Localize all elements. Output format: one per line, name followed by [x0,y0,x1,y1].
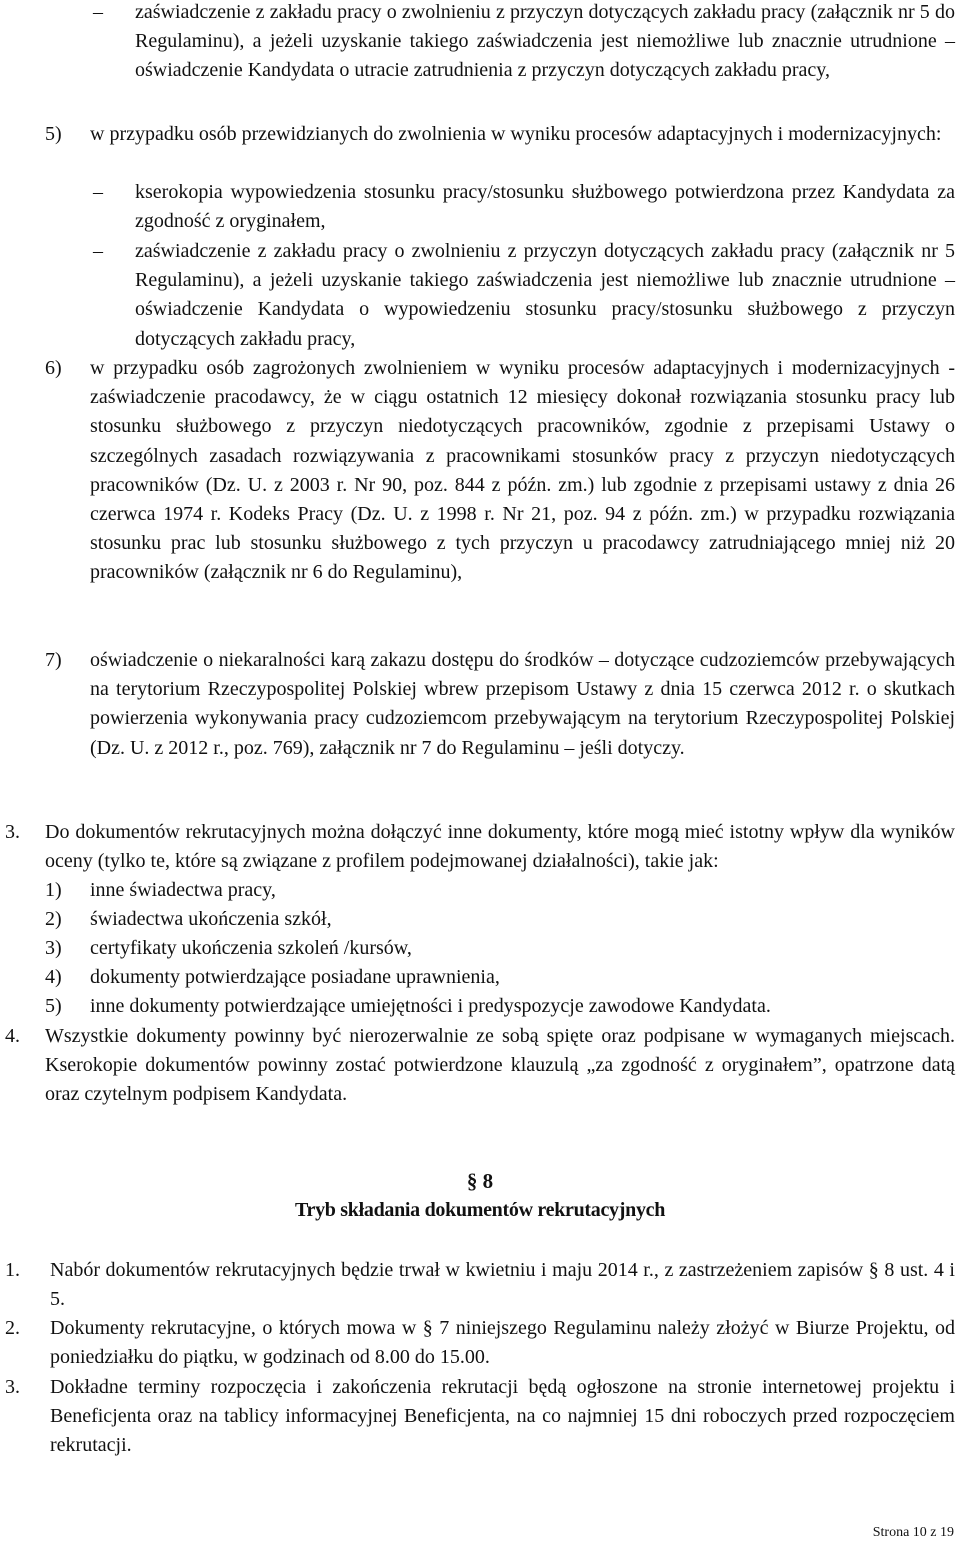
list-item: certyfikaty ukończenia szkoleń /kursów, [90,937,412,959]
page-number: Strona 10 z 19 [872,1525,954,1540]
paragraph-s8-2: Dokumenty rekrutacyjne, o których mowa w § 7 niniejszego Regulaminu należy złożyć w Biurze Projektu, od poniedziałku do piątku, w godzinach od 8.00 do 15.00. [50,1317,955,1369]
list-item: dokumenty potwierdzające posiadane uprawnienia, [90,966,500,988]
list-number-6: 6) [45,357,62,379]
list-number: 4) [45,966,62,988]
list-number: 1) [45,879,62,901]
list-number-2: 2. [5,1317,20,1339]
paragraph-dash-3: zaświadczenie z zakładu pracy o zwolnieniu z przyczyn dotyczących zakładu pracy (załącznik nr 5 Regulaminu), a jeżeli uzyskanie takiego zaświadczenia jest niemożliwe lub znacznie utrudnione – oświadczenie Kandydata o wypowiedzeniu stosunku pracy/stosunku służbowego z przyczyn dotyczących zakładu pracy, [135,240,955,350]
list-number: 5) [45,995,62,1017]
paragraph-point-3: Do dokumentów rekrutacyjnych można dołączyć inne dokumenty, które mogą mieć istotny wpływ dla wyników oceny (tylko te, które są związane z profilem podejmowanej działalności), takie jak: [45,821,955,873]
paragraph-s8-1: Nabór dokumentów rekrutacyjnych będzie trwał w kwietniu i maju 2014 r., z zastrzeżeniem zapisów § 8 ust. 4 i 5. [50,1259,955,1311]
list-number-4: 4. [5,1025,20,1047]
section-symbol: § 8 [466,1169,494,1193]
paragraph-item-5: w przypadku osób przewidzianych do zwolnienia w wyniku procesów adaptacyjnych i modernizacyjnych: [90,123,942,145]
paragraph-point-4: Wszystkie dokumenty powinny być nierozerwalnie ze sobą spięte oraz podpisane w wymaganych miejscach. Kserokopie dokumentów powinny zostać potwierdzone klauzulą „za zgodność z oryginałem”, opatrzone datą oraz czytelnym podpisem Kandydata. [45,1025,955,1106]
paragraph-item-6: w przypadku osób zagrożonych zwolnieniem w wyniku procesów adaptacyjnych i modernizacyjnych - zaświadczenie pracodawcy, że w ciągu ostatnich 12 miesięcy dokonał rozwiązania stosunku pracy lub stosunku służbowego z przyczyn niedotyczących pracowników, zgodnie z przepisami Ustawy o szczególnych zasadach rozwiązywania z pracownikami stosunków pracy z przyczyn niedotyczących pracowników (Dz. U. z 2003 r. Nr 90, poz. 844 z późn. zm.) lub zgodnie z przepisami ustawy z dnia 26 czerwca 1974 r. Kodeks Pracy (Dz. U. z 1998 r. Nr 21, poz. 94 z późn. zm.) w przypadku rozwiązania stosunku prac lub stosunku służbowego z tych przyczyn u pracodawcy zatrudniającego mniej niż 20 pracowników (załącznik nr 6 do Regulaminu), [90,357,955,584]
list-item: inne świadectwa pracy, [90,879,276,901]
list-number-1: 1. [5,1259,20,1281]
list-item: inne dokumenty potwierdzające umiejętności i predyspozycje zawodowe Kandydata. [90,995,771,1017]
list-number-3: 3. [5,821,20,843]
paragraph-dash-2: kserokopia wypowiedzenia stosunku pracy/stosunku służbowego potwierdzona przez Kandydata za zgodność z oryginałem, [135,181,955,233]
dash-bullet: – [93,1,103,23]
list-number-7: 7) [45,649,62,671]
dash-bullet: – [93,181,103,203]
list-number-3: 3. [5,1376,20,1398]
list-number-5: 5) [45,123,62,145]
section-title: Tryb składania dokumentów rekrutacyjnych [294,1199,666,1221]
list-number: 3) [45,937,62,959]
paragraph-s8-3: Dokładne terminy rozpoczęcia i zakończenia rekrutacji będą ogłoszone na stronie internetowej projektu i Beneficjenta oraz na tablicy informacyjnej Beneficjenta, na co najmniej 15 dni roboczych przed rozpoczęciem rekrutacji. [50,1376,955,1457]
list-item: świadectwa ukończenia szkół, [90,908,332,930]
dash-bullet: – [93,240,103,262]
paragraph-item-7: oświadczenie o niekaralności karą zakazu dostępu do środków – dotyczące cudzoziemców przebywających na terytorium Rzeczypospolitej Polskiej wbrew przepisom Ustawy z dnia 15 czerwca 2012 r. o skutkach powierzenia wykonywania pracy cudzoziemcom przebywającym na terytorium Rzeczypospolitej Polskiej (Dz. U. z 2012 r., poz. 769), załącznik nr 7 do Regulaminu – jeśli dotyczy. [90,649,955,759]
paragraph-dash-1: zaświadczenie z zakładu pracy o zwolnieniu z przyczyn dotyczących zakładu pracy (załącznik nr 5 do Regulaminu), a jeżeli uzyskanie takiego zaświadczenia jest niemożliwe lub znacznie utrudnione – oświadczenie Kandydata o utracie zatrudnienia z przyczyn dotyczących zakładu pracy, [135,1,955,82]
list-number: 2) [45,908,62,930]
